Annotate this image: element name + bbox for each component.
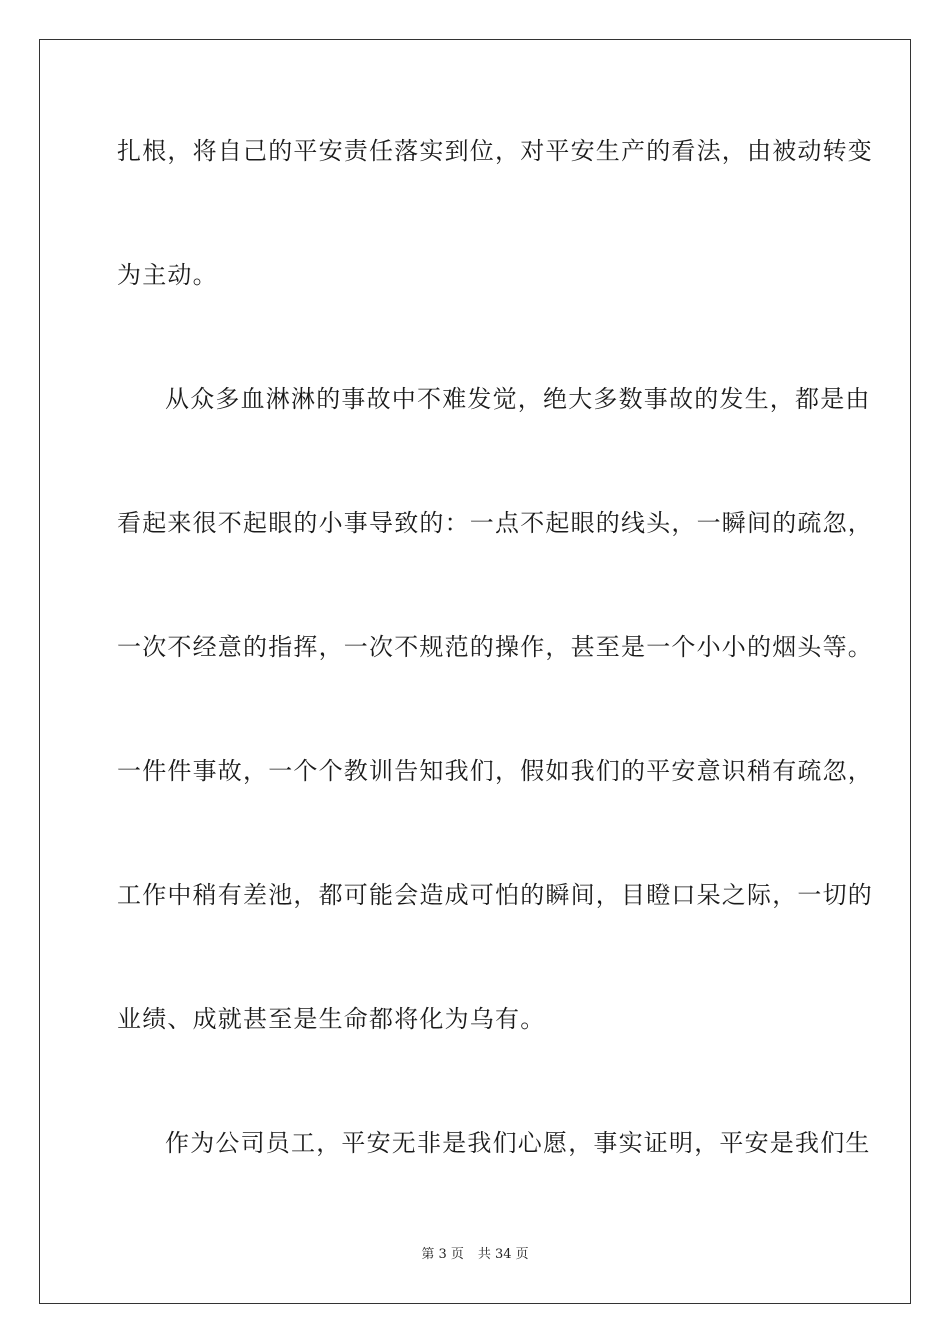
paragraph-line: 一件件事故，一个个教训告知我们，假如我们的平安意识稍有疏忽， [117, 757, 873, 785]
page-footer [0, 1246, 950, 1264]
paragraph-line: 一次不经意的指挥，一次不规范的操作，甚至是一个小小的烟头等。 [117, 633, 873, 661]
paragraph-line: 业绩、成就甚至是生命都将化为乌有。 [117, 1005, 546, 1033]
paragraph-line: 从众多血淋淋的事故中不难发觉，绝大多数事故的发生，都是由 [165, 385, 871, 413]
paragraph-line: 为主动。 [117, 261, 218, 289]
paragraph-line: 工作中稍有差池，都可能会造成可怕的瞬间，目瞪口呆之际，一切的 [117, 881, 873, 909]
paragraph-line: 作为公司员工，平安无非是我们心愿，事实证明，平安是我们生 [165, 1129, 871, 1157]
page-number: 第 3 页 [421, 1247, 464, 1262]
page-border [39, 39, 911, 1304]
paragraph-line: 扎根，将自己的平安责任落实到位，对平安生产的看法，由被动转变 [117, 137, 873, 165]
total-pages: 共 34 页 [477, 1247, 529, 1262]
paragraph-line: 看起来很不起眼的小事导致的：一点不起眼的线头，一瞬间的疏忽， [117, 509, 873, 537]
